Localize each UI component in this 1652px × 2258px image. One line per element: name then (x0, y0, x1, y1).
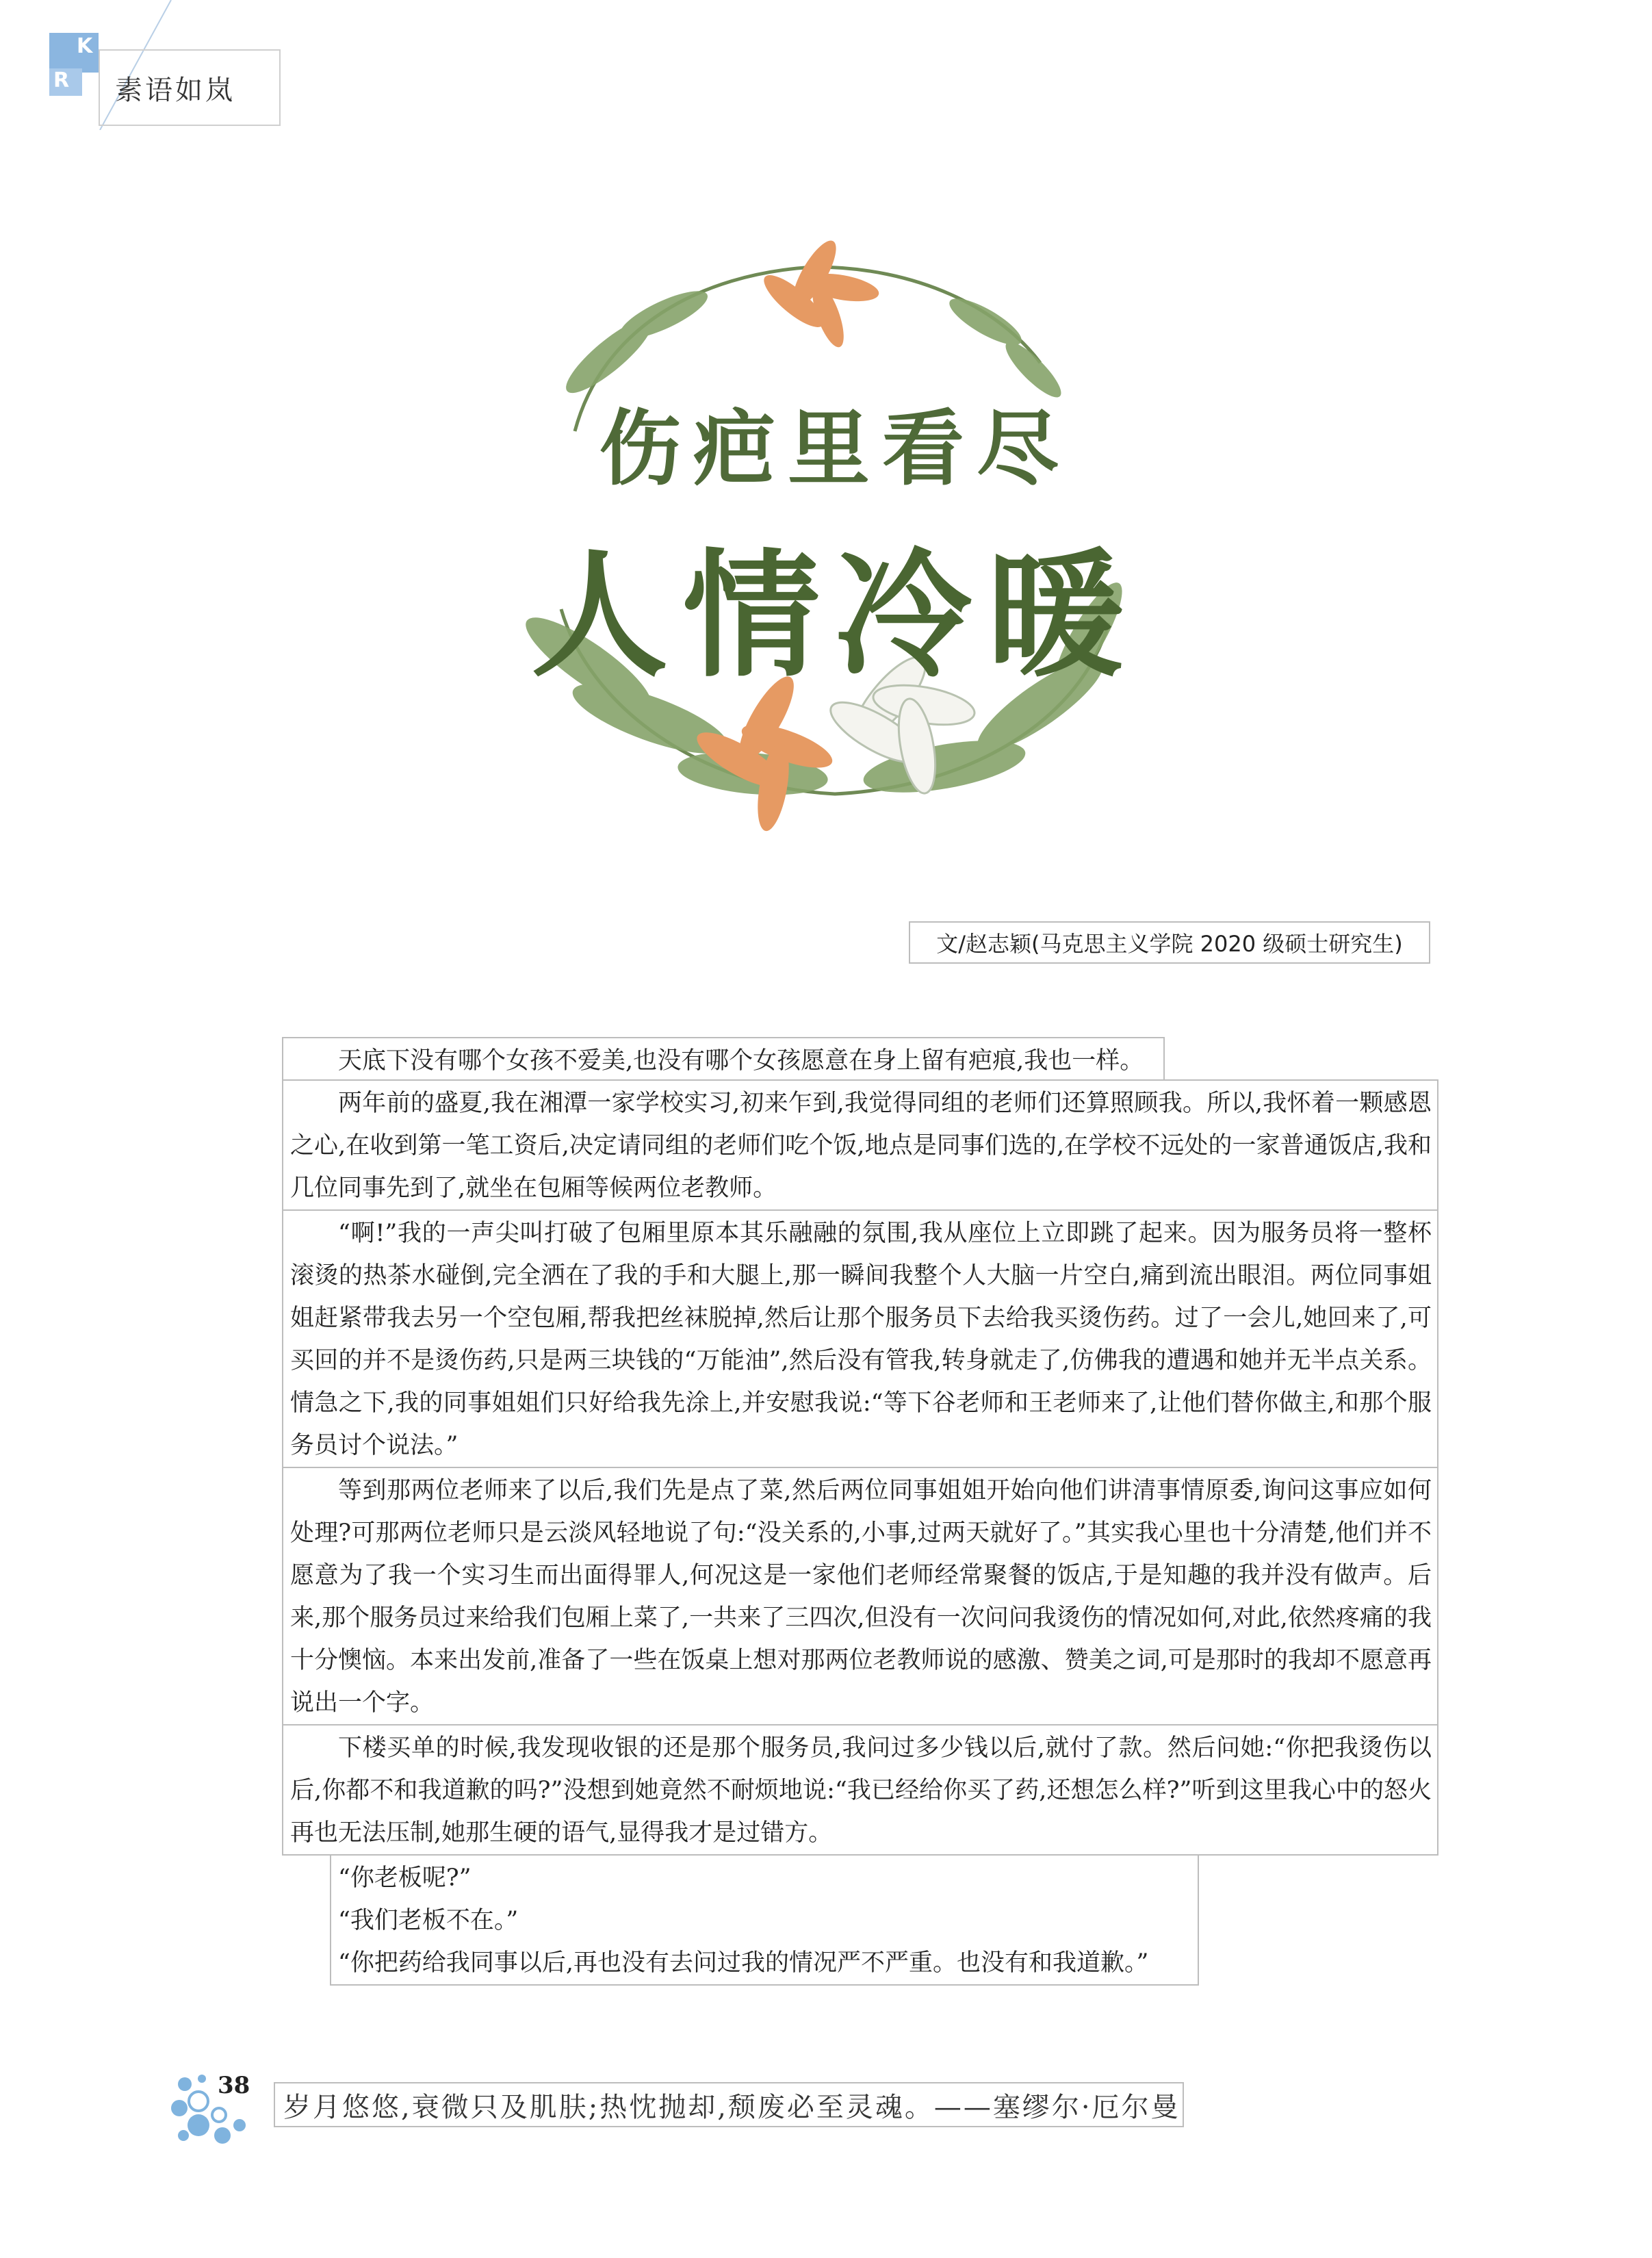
paragraph-4 (282, 1467, 1438, 1725)
page-number: 38 (218, 2072, 250, 2099)
logo-letter-r: R (53, 68, 70, 92)
section-title: 素语如岚 (115, 74, 235, 106)
dialogue-line: “你老板呢?” (338, 1864, 472, 1892)
paragraph-text: “啊!”我的一声尖叫打破了包厢里原本其乐融融的氛围,我从座位上立即跳了起来。因为服务员将一整杯滚烫的热茶水碰倒,完全洒在了我的手和大腿上,那一瞬间我整个人大脑一片空白,痛到流出眼泪。两位同事姐姐赶紧带我去另一个空包厢,帮我把丝袜脱掉,然后让那个服务员下去给我买烫伤药。过了一会儿,她回来了,可买回的并不是烫伤药,只是两三块钱的“万能油”,然后没有管我,转身就走了,仿佛我的遭遇和她并无半点关系。情急之下,我的同事姐姐们只好给我先涂上,并安慰我说:“等下谷老师和王老师来了,让他们替你做主,和那个服务员讨个说法。” (290, 1220, 1432, 1459)
paragraph-text: 下楼买单的时候,我发现收银的还是那个服务员,我问过多少钱以后,就付了款。然后问她:“你把我烫伤以后,你都不和我道歉的吗?”没想到她竟然不耐烦地说:“我已经给你买了药,还想怎么样?”听到这里我心中的怒火再也无法压制,她那生硬的语气,显得我才是过错方。 (290, 1734, 1432, 1847)
author-byline: 文/赵志颖(马克思主义学院 2020 级硕士研究生) (909, 921, 1430, 964)
section-header (99, 49, 281, 126)
paragraph-2 (282, 1079, 1438, 1211)
paragraph-text: 天底下没有哪个女孩不爱美,也没有哪个女孩愿意在身上留有疤痕,我也一样。 (338, 1047, 1144, 1075)
paragraph-3 (282, 1209, 1438, 1468)
dialogue-line: “我们老板不在。” (338, 1907, 519, 1934)
paragraph-5 (282, 1724, 1438, 1856)
article-title-line1: 伤疤里看尽 (599, 402, 1071, 497)
footer-quote: 岁月悠悠,衰微只及肌肤;热忱抛却,颓废必至灵魂。——塞缪尔·厄尔曼 (274, 2082, 1184, 2127)
dialogue-block (330, 1854, 1199, 1986)
article-title-line2: 人情冷暖 (530, 537, 1139, 696)
logo-letter-k: K (77, 34, 93, 58)
dialogue-line: “你把药给我同事以后,再也没有去问过我的情况严不严重。也没有和我道歉。” (338, 1949, 1149, 1977)
paragraph-text: 两年前的盛夏,我在湘潭一家学校实习,初来乍到,我觉得同组的老师们还算照顾我。所以,我怀着一颗感恩之心,在收到第一笔工资后,决定请同组的老师们吃个饭,地点是同事们选的,在学校不远处的一家普通饭店,我和几位同事先到了,就坐在包厢等候两位老教师。 (290, 1090, 1432, 1202)
paragraph-1 (282, 1037, 1165, 1081)
paragraph-text: 等到那两位老师来了以后,我们先是点了菜,然后两位同事姐姐开始向他们讲清事情原委,询问这事应如何处理?可那两位老师只是云淡风轻地说了句:“没关系的,小事,过两天就好了。”其实我心里也十分清楚,他们并不愿意为了我一个实习生而出面得罪人,何况这是一家他们老师经常聚餐的饭店,于是知趣的我并没有做声。后来,那个服务员过来给我们包厢上菜了,一共来了三四次,但没有一次问问我烫伤的情况如何,对此,依然疼痛的我十分懊恼。本来出发前,准备了一些在饭桌上想对那两位老教师说的感激、赞美之词,可是那时的我却不愿意再说出一个字。 (290, 1477, 1432, 1717)
